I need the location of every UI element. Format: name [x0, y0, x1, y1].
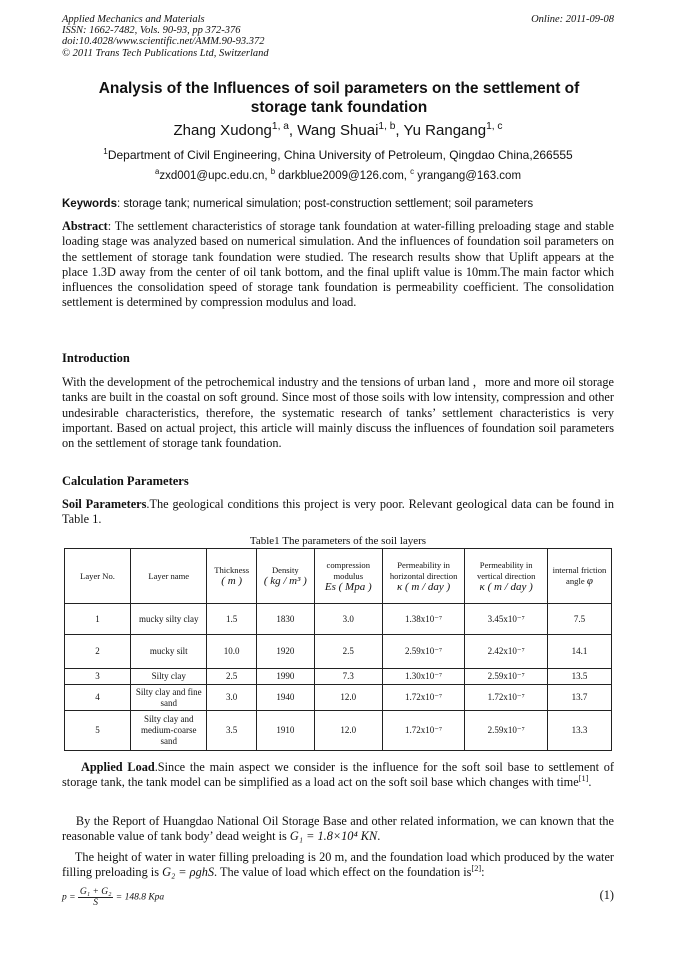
table-row [65, 635, 612, 669]
col-header-label: Permeability in horizontal direction [389, 559, 458, 581]
table-caption: Table1 The parameters of the soil layers [249, 535, 427, 547]
table-row [65, 711, 612, 751]
table-cell: 1.5 [207, 604, 257, 635]
table-cell: 12.0 [314, 711, 382, 751]
abstract-text: The settlement characteristics of storage tank foundation at water-filling preloading stage and stable loading stage was analyzed based on numerical simulation. And the influences of foundation soil parameters on the settlement of storage tank foundation were studied. The research results show that Uplift appears at the place 1.3D away from the center of oil tank bottom, and the final uplift value is 10mm.The main factor which influences the consolidation speed of storage tank foundation is permeability coefficient. The consolidation settlement is determined by compression modulus and load. [62, 219, 614, 310]
applied-load-label: Applied Load [80, 760, 155, 774]
table-cell: 7.5 [547, 604, 611, 635]
email-sup: c [410, 167, 415, 177]
table-cell: 1.72x10⁻⁷ [465, 685, 548, 711]
table-cell: 2.5 [207, 669, 257, 685]
email-sup: b [270, 167, 276, 177]
col-header-unit: κ ( m / day ) [479, 580, 533, 593]
author-name: Wang Shuai [297, 122, 379, 139]
col-header-unit: ( m ) [221, 575, 243, 587]
email-link[interactable]: darkblue2009@126.com [278, 170, 404, 182]
equation-number: (1) [599, 888, 614, 902]
table-cell: mucky silt [131, 635, 207, 669]
table-cell: 2.59x10⁻⁷ [382, 635, 465, 669]
author-sup: 1, c [486, 121, 503, 132]
col-header [382, 549, 465, 604]
equation-lhs: p = [62, 892, 76, 903]
journal-header [62, 14, 614, 59]
table-cell: mucky silty clay [131, 604, 207, 635]
equation-rhs: = 148.8 Kpa [115, 892, 165, 903]
author-list: Zhang Xudong$^{1, a}$, Wang Shuai$^{1, b}$, Yu Rangang$^{1, c}$ [173, 121, 503, 139]
abstract-label: Abstract [62, 219, 108, 233]
table-cell: 1.30x10⁻⁷ [382, 669, 465, 685]
email-link[interactable]: zxd001@upc.edu.cn [159, 170, 265, 182]
table-row [65, 604, 612, 635]
dead-weight-paragraph: By the Report of Huangdao National Oil Storage Base and other related information, we can known that the reasonable value of tank body’ dead weight is G₁ = 1.8×10⁴ KN. [62, 814, 614, 844]
table-cell: 13.7 [547, 685, 611, 711]
applied-load-text: .Since the main aspect we consider is the influence for the soft soil base to settlement of storage tank, the tank model can be simplified as a load act on the soft soil base which changes with time [62, 760, 614, 790]
table-cell: 12.0 [314, 685, 382, 711]
preload-text: The height of water in water filling preloading is 20 m, and the foundation load which produced by the water filling preloading is [62, 850, 614, 880]
table-cell: 3.5 [207, 711, 257, 751]
col-header: Layer name [131, 549, 207, 604]
table-cell: 1990 [256, 669, 314, 685]
table-cell: 2.59x10⁻⁷ [465, 711, 548, 751]
table-cell: 13.3 [547, 711, 611, 751]
col-header [314, 549, 382, 604]
keywords-text: storage tank; numerical simulation; post-construction settlement; soil parameters [123, 198, 534, 210]
introduction-text: With the development of the petrochemical industry and the tensions of urban land ，more and more oil storage tanks are built in the coastal on soft ground. Since most of those soils with low intensity, compression and other undesirable characteristics, therefore, the systematic research of tanks’ settlement characteristics is very important. Based on actual project, this article will mainly discuss the influences of foundation soil parameters on the settlement of storage tank foundation. [62, 375, 614, 451]
equation-numerator: G₁ + G₂ [79, 887, 112, 897]
soil-parameters-table [64, 548, 612, 751]
table-cell: 1910 [256, 711, 314, 751]
email-sup: a [154, 167, 160, 177]
equation-1 [62, 887, 164, 908]
table-cell: 1 [65, 604, 131, 635]
table-body [65, 604, 612, 751]
introduction-heading: Introduction [62, 351, 130, 365]
author-name: Yu Rangang [403, 122, 487, 139]
equation-fraction [78, 887, 114, 908]
paper-title: Analysis of the Influences of soil parameters on the settlement of storage tank foundation [98, 80, 580, 116]
author-sup: 1, a [271, 121, 289, 132]
online-date: Online: 2011-09-08 [531, 14, 614, 25]
table-cell: 2.5 [314, 635, 382, 669]
journal-name: Applied Mechanics and Materials [62, 14, 205, 25]
applied-load-paragraph: Applied Load.Since the main aspect we consider is the influence for the soft soil base to settlement of storage tank, the tank model can be simplified as a load act on the soft soil base which changes with time[1]. [62, 760, 614, 790]
col-header-unit: Es ( Mpa ) [324, 580, 372, 593]
table-header-row [65, 549, 612, 604]
table-row [65, 669, 612, 685]
col-header-label: internal friction angle [552, 565, 607, 586]
citation: [2] [471, 864, 482, 874]
equation-denominator: S [93, 898, 99, 908]
col-header-unit: κ ( m / day ) [396, 580, 451, 593]
author-name: Zhang Xudong [173, 122, 272, 139]
col-header-label: compression modulus [326, 559, 370, 581]
keywords-label: Keywords [62, 198, 117, 210]
table-cell: 2.59x10⁻⁷ [465, 669, 548, 685]
table-cell: 1920 [256, 635, 314, 669]
col-header-unit: ( kg / m³ ) [263, 575, 307, 587]
affiliation-text: Department of Civil Engineering, China University of Petroleum, Qingdao China,266555 [107, 148, 573, 162]
col-header [207, 549, 257, 604]
table-cell: 3.0 [314, 604, 382, 635]
table-cell: 1.72x10⁻⁷ [382, 711, 465, 751]
table-cell: 3.0 [207, 685, 257, 711]
affiliation-sup: 1 [103, 147, 108, 156]
table-cell: 14.1 [547, 635, 611, 669]
table-cell: 2 [65, 635, 131, 669]
author-sup: 1, b [378, 121, 396, 132]
table-cell: 3 [65, 669, 131, 685]
table-cell: Silty clay [131, 669, 207, 685]
journal-issn: ISSN: 1662-7482, Vols. 90-93, pp 372-376 [62, 25, 241, 37]
table-cell: 5 [65, 711, 131, 751]
table-cell: 1.72x10⁻⁷ [382, 685, 465, 711]
col-header [547, 549, 611, 604]
col-header [465, 549, 548, 604]
col-header [256, 549, 314, 604]
journal-copyright: © 2011 Trans Tech Publications Ltd, Switzerland [62, 47, 269, 59]
calc-heading: Calculation Parameters [62, 474, 189, 488]
table-cell: 3.45x10⁻⁷ [465, 604, 548, 635]
col-header-label: Density [271, 565, 299, 575]
soil-params-label: Soil Parameters [62, 497, 147, 511]
table-cell: Silty clay and medium-coarse sand [131, 711, 207, 751]
affiliation [62, 148, 614, 162]
table-row [65, 685, 612, 711]
dead-weight-text: By the Report of Huangdao National Oil Storage Base and other related information, we can known that the reasonable value of tank body’ dead weight is [62, 814, 614, 844]
dead-weight-formula: G₁ = 1.8×10⁴ KN [289, 829, 378, 844]
citation: [1] [578, 774, 589, 784]
table-cell: 13.5 [547, 669, 611, 685]
table-cell: 2.42x10⁻⁷ [465, 635, 548, 669]
table-cell: 1.38x10⁻⁷ [382, 604, 465, 635]
soil-params-text: The geological conditions this project is very poor. Relevant geological data can be found in Table 1. [62, 497, 614, 527]
table-cell: 1830 [256, 604, 314, 635]
preload-formula: G₂ = ρghS [162, 865, 215, 880]
email-link[interactable]: yrangang@163.com [417, 170, 522, 182]
col-header-label: Permeability in vertical direction [476, 559, 536, 581]
soil-params-paragraph: Soil Parameters.The geological conditions this project is very poor. Relevant geological data can be found in Table 1. [62, 497, 614, 527]
table-cell: 1940 [256, 685, 314, 711]
abstract: Abstract: The settlement characteristics of storage tank foundation at water-filling preloading stage and stable loading stage was analyzed based on numerical simulation. And the influences of foundation soil parameters on the settlement of storage tank foundation were studied. The research results show that Uplift appears at the place 1.3D away from the center of oil tank bottom, and the final uplift value is 10mm.The main factor which influences the consolidation speed of storage tank foundation is permeability coefficient. The consolidation settlement is determined by compression modulus and load. [62, 219, 614, 310]
col-header: Layer No. [65, 549, 131, 604]
keywords: Keywords: storage tank; numerical simulation; post-construction settlement; soil parameters [62, 198, 534, 210]
table-cell: 4 [65, 685, 131, 711]
preload-text-2: . The value of load which effect on the foundation is [214, 865, 472, 880]
preload-paragraph: The height of water in water filling preloading is 20 m, and the foundation load which produced by the water filling preloading is G₂ = ρghS. The value of load which effect on the foundation is[2]: [62, 850, 614, 880]
col-header-unit: φ [586, 575, 593, 587]
table-cell: Silty clay and fine sand [131, 685, 207, 711]
table-cell: 7.3 [314, 669, 382, 685]
col-header-label: Thickness [214, 565, 250, 575]
journal-doi: doi:10.4028/www.scientific.net/AMM.90-93.372 [62, 36, 265, 48]
table-cell: 10.0 [207, 635, 257, 669]
email-list: $^a$zxd001@upc.edu.cn, $^b$ darkblue2009@126.com, $^c$ yrangang@163.com [154, 167, 522, 182]
